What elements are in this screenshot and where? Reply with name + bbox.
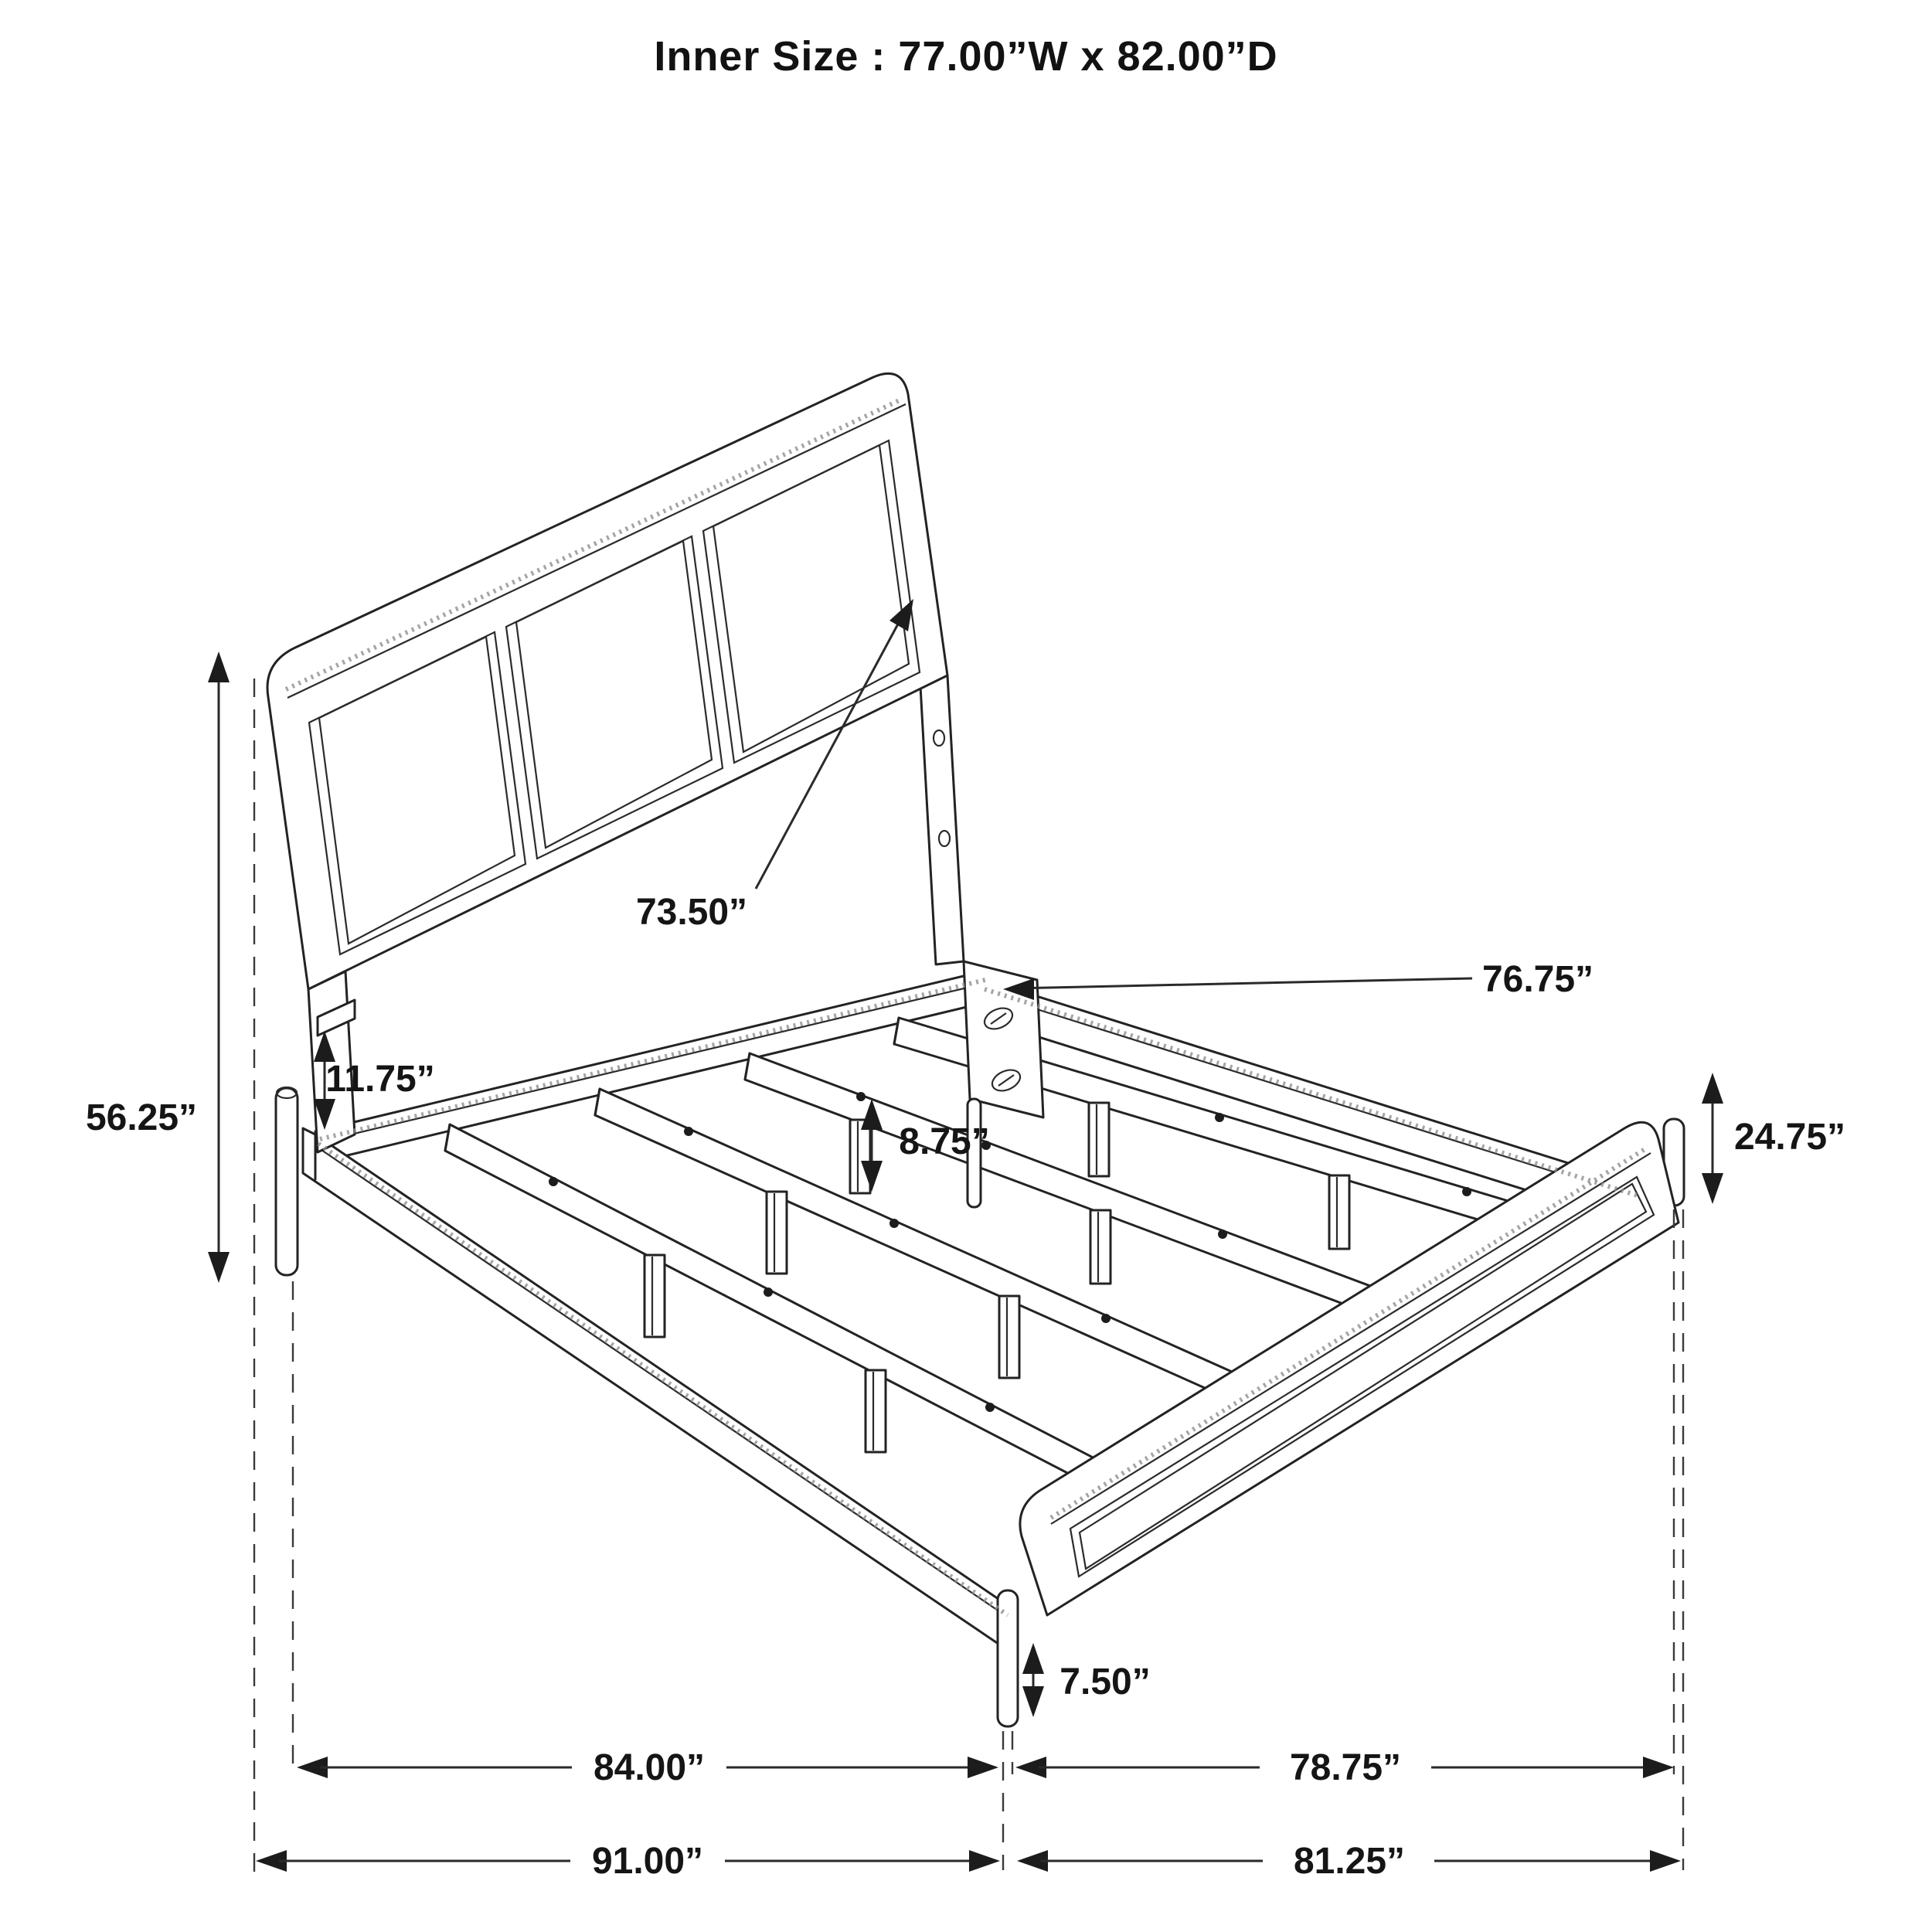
dim-footboard-leg-height-label: 7.50” xyxy=(1060,1662,1151,1702)
dim-footboard-height-label: 24.75” xyxy=(1733,1117,1846,1158)
dim-frame-length-label: 84.00” xyxy=(593,1747,706,1788)
footboard-left-leg xyxy=(998,1590,1018,1726)
dim-footboard-height xyxy=(1702,1073,1845,1204)
dim-headboard-rail-gap-label: 11.75” xyxy=(325,1059,435,1100)
dim-frame-length xyxy=(297,1747,998,1788)
dim-side-rail-length xyxy=(1003,959,1594,1000)
dim-overall-width xyxy=(1017,1841,1681,1882)
dim-headboard-width-label: 73.50” xyxy=(635,892,748,933)
dim-support-leg-height-label: 8.75” xyxy=(899,1121,990,1162)
dim-overall-length-label: 91.00” xyxy=(591,1841,704,1882)
dim-footboard-leg-height xyxy=(1022,1643,1151,1717)
dim-side-rail-length-label: 76.75” xyxy=(1481,959,1594,1000)
dim-overall-length xyxy=(256,1841,1000,1882)
dim-headboard-height xyxy=(86,651,230,1283)
dim-frame-width xyxy=(1015,1747,1674,1788)
page-title: Inner Size : 77.00”W x 82.00”D xyxy=(654,33,1278,80)
dim-headboard-height-label: 56.25” xyxy=(85,1097,198,1138)
dim-frame-width-label: 78.75” xyxy=(1289,1747,1402,1788)
headboard xyxy=(267,373,947,989)
dim-overall-width-label: 81.25” xyxy=(1293,1841,1406,1882)
headboard-left-leg xyxy=(276,1087,298,1275)
side-rail-near xyxy=(303,1128,1011,1652)
